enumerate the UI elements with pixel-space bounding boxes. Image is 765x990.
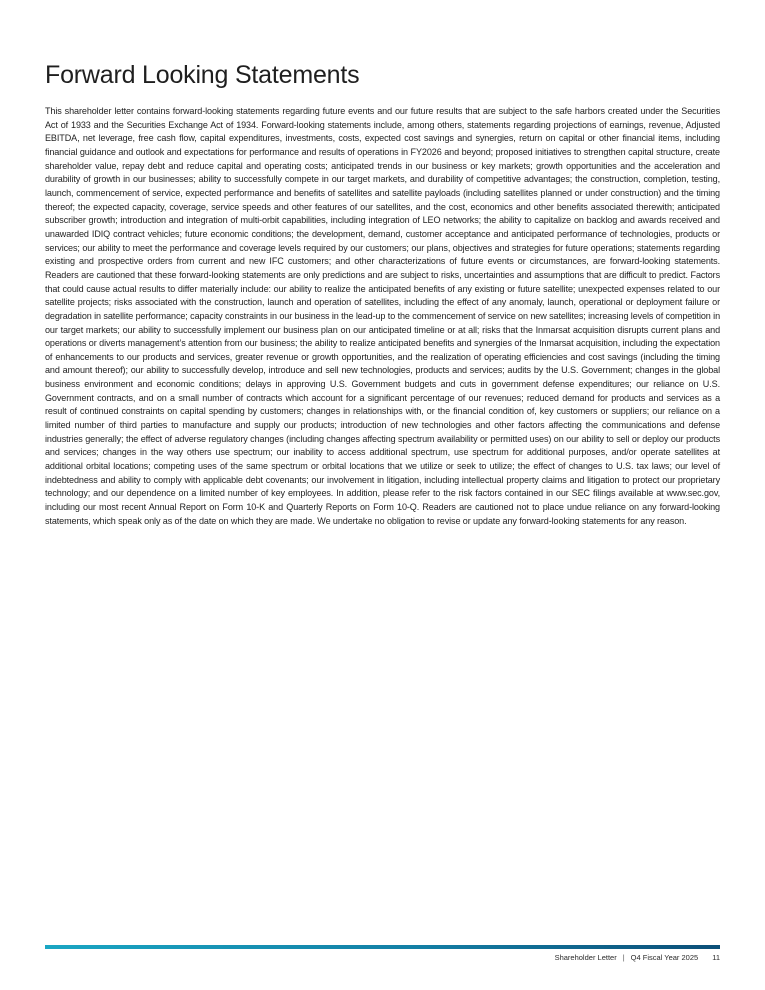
page-title: Forward Looking Statements bbox=[45, 61, 360, 89]
page-number: 11 bbox=[712, 953, 720, 962]
forward-looking-statements-paragraph: This shareholder letter contains forward-looking statements regarding future events and our future results that are subject to the safe harbors created under the Securities Act of 1933 and the Securities Exchange Act of 1934. Forward-looking statements include, among others, statements regarding projections of earnings, revenue, Adjusted EBITDA, net leverage, free cash flow, capital expenditures, investments, costs, expected cost savings and synergies, return on capital or other financial items, including financial guidance and outlook and expectations for performance and results of operations in FY2026 and beyond; proposed initiatives to strengthen capital structure, create shareholder value, repay debt and reduce capital and operating costs; anticipated trends in our business or key markets; growth opportunities and the acceleration and durability of growth in our businesses; ability to successfully compete in our target markets, and durability of competitive advantages; the construction, completion, testing, launch, commencement of service, expected performance and benefits of satellites and satellite payloads (including satellites planned or under construction) and the timing thereof; the expected capacity, coverage, service speeds and other features of our satellites, and the cost, economics and other benefits associated therewith; anticipated subscriber growth; introduction and integration of multi-orbit capabilities, including integration of LEO networks; the ability to capitalize on backlog and awards received and unawarded IDIQ contract vehicles; future economic conditions; the development, demand, customer acceptance and anticipated performance of technologies, products or services; our ability to meet the performance and coverage levels required by our customers; our plans, objectives and strategies for future operations; statements regarding existing and prospective orders from current and new IFC customers; and other characterizations of future events or circumstances, are forward-looking statements. Readers are cautioned that these forward-looking statements are only predictions and are subject to risks, uncertainties and assumptions that are difficult to predict. Factors that could cause actual results to differ materially include: our ability to realize the anticipated benefits of any existing or future satellite; unexpected expenses related to our satellite projects; risks associated with the construction, launch and operation of satellites, including the effect of any anomaly, launch, operational or deployment failure or degradation in satellite performance; capacity constraints in our business in the lead-up to the commencement of service on new satellites; increasing levels of competition in our target markets; our ability to successfully implement our business plan on our anticipated timeline or at all; risks that the Inmarsat acquisition disrupts current plans and operations or diverts management’s attention from our business; the ability to realize anticipated benefits and synergies of the Inmarsat acquisition, including the expectation of enhancements to our products and services, greater revenue or growth opportunities, and the realization of operating efficiencies and cost savings (including the timing and amount thereof); our ability to successfully develop, introduce and sell new technologies, products and services; audits by the U.S. Government; changes in the global business environment and economic conditions; delays in approving U.S. Government budgets and cuts in government defense expenditures; our reliance on U.S. Government contracts, and on a small number of contracts which account for a significant percentage of our revenues; reduced demand for products and services as a result of continued constraints on capital spending by customers; changes in relationships with, or the financial condition of, key customers or suppliers; our reliance on a limited number of third parties to manufacture and supply our products; introduction of new technologies and other factors affecting the communications and defense industries generally; the effect of adverse regulatory changes (including changes affecting spectrum availability or permitted uses) on our ability to sell or deploy our products and services; changes in the way others use spectrum; our inability to access additional spectrum, use spectrum for additional purposes, and/or operate satellites at additional orbital locations; competing uses of the same spectrum or orbital locations that we utilize or seek to utilize; the effect of changes to U.S. tax laws; our level of indebtedness and ability to comply with applicable debt covenants; our involvement in litigation, including intellectual property claims and litigation to protect our proprietary technology; and our dependence on a limited number of key employees. In addition, please refer to the risk factors contained in our SEC filings available at www.sec.gov, including our most recent Annual Report on Form 10-K and Quarterly Reports on Form 10-Q. Readers are cautioned not to place undue reliance on any forward-looking statements, which speak only as of the date on which they are made. We undertake no obligation to revise or update any forward-looking statements for any reason. bbox=[45, 106, 720, 526]
footer-document-name: Shareholder Letter bbox=[554, 953, 617, 962]
page-footer bbox=[555, 953, 720, 962]
footer-period: Q4 Fiscal Year 2025 bbox=[630, 953, 699, 962]
footer-divider bbox=[45, 945, 720, 949]
footer-separator: | bbox=[622, 953, 625, 962]
